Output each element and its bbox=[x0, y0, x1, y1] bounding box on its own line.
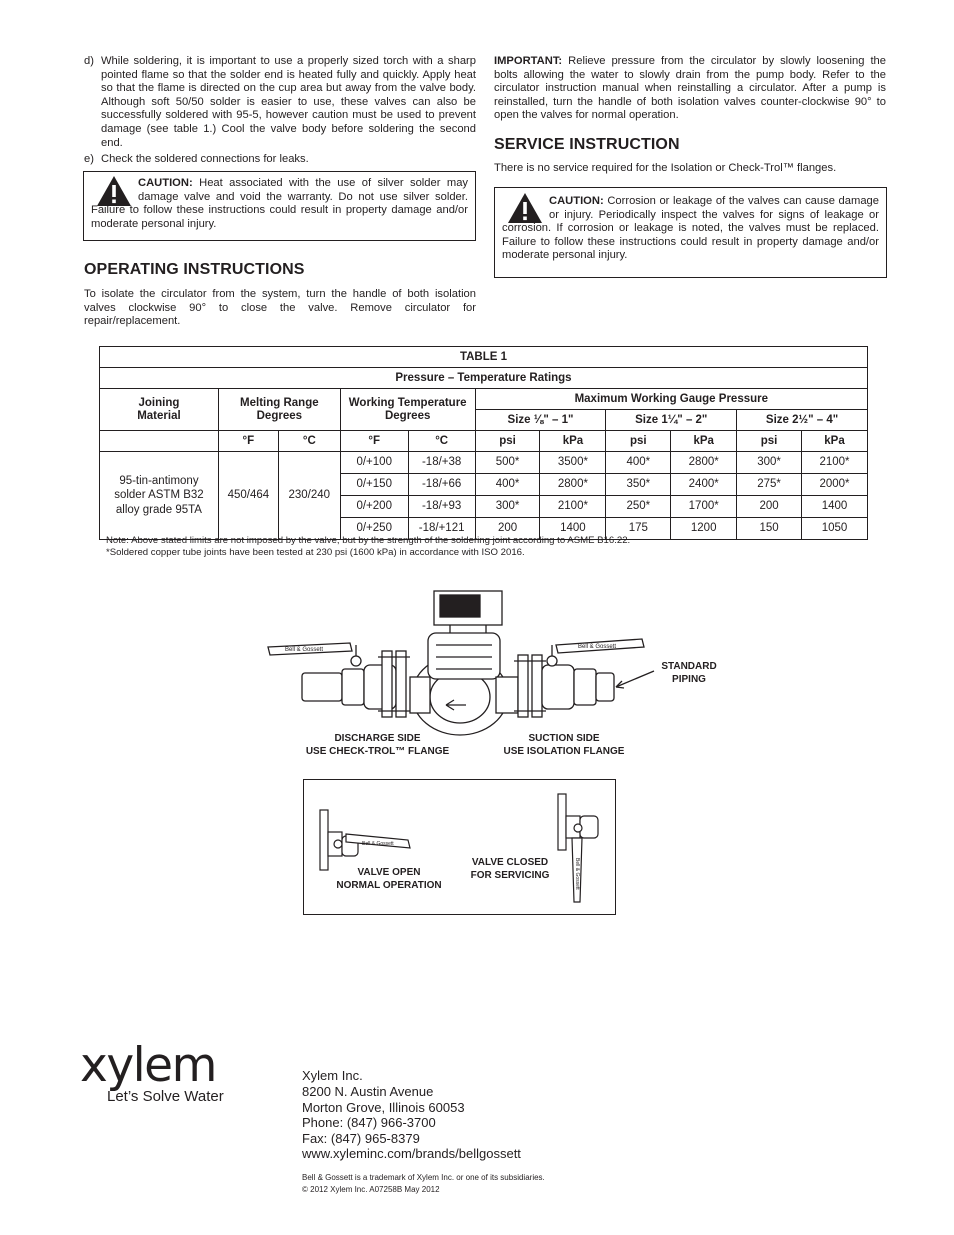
table-title: TABLE 1 bbox=[100, 347, 868, 368]
xylem-logo: xylem bbox=[80, 1038, 216, 1093]
unit-kpa: kPa bbox=[540, 431, 606, 452]
table-subtitle: Pressure – Temperature Ratings bbox=[100, 368, 868, 389]
unit-kpa: kPa bbox=[671, 431, 737, 452]
unit-c: °C bbox=[278, 431, 340, 452]
table-cell: 275* bbox=[737, 474, 802, 496]
unit-psi: psi bbox=[737, 431, 802, 452]
step-d bbox=[84, 55, 476, 151]
valve-open-icon bbox=[312, 802, 422, 872]
table-cell: 1700* bbox=[671, 496, 737, 518]
table-cell: 2100* bbox=[540, 496, 606, 518]
table-cell: 0/+100 bbox=[340, 452, 408, 474]
icon-spacer bbox=[91, 177, 138, 203]
caution-label: CAUTION: bbox=[138, 177, 193, 189]
step-d-text: While soldering, it is important to use a properly sized torch with a sharp pointed flame so that the solder end is heated fully and quickly. Apply heat so that the flame is directed on the cup area but away from the valve body. Although soft 50/50 solder is easier to use, these valves can also be successfully soldered with 95-5, however caution must be used to prevent damage (see table 1.) Cool the valve body before soldering the second end. bbox=[101, 55, 476, 149]
header-max-pressure: Maximum Working Gauge Pressure bbox=[475, 389, 867, 410]
table-cell: 150 bbox=[737, 518, 802, 540]
step-e-label: e) bbox=[84, 153, 94, 165]
table-cell: 0/+200 bbox=[340, 496, 408, 518]
header-working: Working Temperature Degrees bbox=[340, 389, 475, 431]
address-website[interactable]: www.xyleminc.com/brands/bellgossett bbox=[302, 1146, 521, 1161]
table-cell: -18/+66 bbox=[408, 474, 475, 496]
table-row bbox=[100, 452, 868, 474]
header-joining: Joining Material bbox=[100, 389, 219, 431]
table-cell: 350* bbox=[606, 474, 671, 496]
logo-tagline: Let’s Solve Water bbox=[107, 1088, 224, 1105]
suction-flange-text: USE ISOLATION FLANGE bbox=[503, 746, 625, 757]
discharge-side-label bbox=[295, 732, 460, 758]
unit-f: °F bbox=[340, 431, 408, 452]
step-e-text: Check the soldered connections for leaks. bbox=[101, 153, 309, 165]
table-cell: 400* bbox=[475, 474, 540, 496]
valve-open-label bbox=[324, 866, 454, 892]
table-cell: 400* bbox=[606, 452, 671, 474]
svg-text:Bell & Gossett: Bell & Gossett bbox=[285, 647, 324, 653]
discharge-flange-text: USE CHECK-TROL™ FLANGE bbox=[305, 746, 450, 757]
address-phone: Phone: (847) 966-3700 bbox=[302, 1115, 436, 1130]
valve-closed-text: VALVE CLOSED bbox=[471, 857, 549, 868]
unit-psi: psi bbox=[606, 431, 671, 452]
table-cell: 1200 bbox=[671, 518, 737, 540]
suction-side-label bbox=[494, 732, 634, 758]
valve-closed-label bbox=[459, 856, 561, 882]
svg-text:Bell & Gossett: Bell & Gossett bbox=[578, 644, 617, 650]
table-cell: 1400 bbox=[802, 496, 868, 518]
caution-box-corrosion bbox=[494, 187, 887, 278]
standard-piping-label: STANDARD PIPING bbox=[661, 661, 717, 685]
step-e bbox=[84, 153, 476, 167]
caution-box-solder bbox=[83, 171, 476, 241]
step-d-label: d) bbox=[84, 55, 94, 67]
table-cell: 200 bbox=[737, 496, 802, 518]
table-note-1: Note: Above stated limits are not imposed by the valve, but by the strength of the soldering joint according to ASME B16.22. bbox=[106, 535, 631, 546]
header-size-1: Size ⅛" – 1" bbox=[475, 410, 606, 431]
important-label: IMPORTANT: bbox=[494, 55, 563, 67]
unit-kpa: kPa bbox=[802, 431, 868, 452]
operating-text: To isolate the circulator from the system, turn the handle of both isolation valves clockwise 90° to close the valve. Remove circulator for repair/replacement. bbox=[84, 288, 476, 328]
table-cell: 2000* bbox=[802, 474, 868, 496]
table-cell: 3500* bbox=[540, 452, 606, 474]
address-city: Morton Grove, Illinois 60053 bbox=[302, 1100, 465, 1115]
valve-closed-sub-text: FOR SERVICING bbox=[470, 870, 550, 881]
table-cell: 0/+150 bbox=[340, 474, 408, 496]
table-note-2: *Soldered copper tube joints have been tested at 230 psi (1600 kPa) in accordance with ISO 2016. bbox=[106, 547, 525, 558]
caution-label: CAUTION: bbox=[549, 195, 604, 207]
copyright-note: © 2012 Xylem Inc. A07258B May 2012 bbox=[302, 1185, 440, 1194]
header-size-2: Size 1¼" – 2" bbox=[606, 410, 737, 431]
table-cell: 2400* bbox=[671, 474, 737, 496]
table-cell: 0/+250 bbox=[340, 518, 408, 540]
table-cell: 2800* bbox=[671, 452, 737, 474]
operating-heading: OPERATING INSTRUCTIONS bbox=[84, 261, 305, 278]
melt-f-cell: 450/464 bbox=[218, 452, 278, 540]
valve-closed-icon bbox=[552, 792, 612, 907]
unit-blank bbox=[100, 431, 219, 452]
caution-text-corrosion bbox=[502, 195, 879, 263]
address-company: Xylem Inc. bbox=[302, 1068, 363, 1083]
valve-open-text: VALVE OPEN bbox=[357, 867, 421, 878]
table-cell: 300* bbox=[475, 496, 540, 518]
header-size-3: Size 2½" – 4" bbox=[737, 410, 868, 431]
table-cell: 500* bbox=[475, 452, 540, 474]
unit-psi: psi bbox=[475, 431, 540, 452]
table-cell: -18/+121 bbox=[408, 518, 475, 540]
important-paragraph bbox=[494, 55, 886, 123]
table-cell: 2100* bbox=[802, 452, 868, 474]
table-cell: 300* bbox=[737, 452, 802, 474]
table-cell: 250* bbox=[606, 496, 671, 518]
trademark-note: Bell & Gossett is a trademark of Xylem Inc. or one of its subsidiaries. bbox=[302, 1173, 545, 1182]
caution-body: Corrosion or leakage of the valves can cause damage or injury. Periodically inspect the valves for signs of leakage or corrosion. If corrosion or leakage is noted, the valves must be replaced. Failure to follow these instructions could result in property damage and/or moderate personal injury. bbox=[502, 195, 879, 262]
melt-c-cell: 230/240 bbox=[278, 452, 340, 540]
header-melting: Melting Range Degrees bbox=[218, 389, 340, 431]
table-cell: -18/+93 bbox=[408, 496, 475, 518]
table-cell: 2800* bbox=[540, 474, 606, 496]
service-text: There is no service required for the Isolation or Check-Trol™ flanges. bbox=[494, 162, 837, 174]
svg-text:Bell & Gossett: Bell & Gossett bbox=[574, 858, 580, 890]
pressure-temperature-table bbox=[99, 346, 868, 540]
valve-open-sub-text: NORMAL OPERATION bbox=[336, 880, 442, 891]
table-cell: -18/+38 bbox=[408, 452, 475, 474]
material-cell: 95-tin-antimony solder ASTM B32 alloy grade 95TA bbox=[100, 452, 219, 540]
table-cell: 1400 bbox=[540, 518, 606, 540]
caution-body: Heat associated with the use of silver solder may damage valve and void the warranty. Do not use silver solder. Failure to follow these instructions could result in property damage and/or moderate personal injury. bbox=[91, 177, 469, 230]
service-heading: SERVICE INSTRUCTION bbox=[494, 136, 680, 153]
suction-side-text: SUCTION SIDE bbox=[528, 733, 600, 744]
icon-spacer bbox=[502, 195, 549, 221]
table-cell: 175 bbox=[606, 518, 671, 540]
table-cell: 1050 bbox=[802, 518, 868, 540]
svg-text:Bell & Gossett: Bell & Gossett bbox=[362, 841, 394, 847]
caution-text-solder bbox=[91, 177, 468, 231]
unit-f: °F bbox=[218, 431, 278, 452]
valve-position-box bbox=[303, 779, 616, 915]
address-fax: Fax: (847) 965-8379 bbox=[302, 1131, 420, 1146]
address-street: 8200 N. Austin Avenue bbox=[302, 1084, 434, 1099]
unit-c: °C bbox=[408, 431, 475, 452]
discharge-side-text: DISCHARGE SIDE bbox=[334, 733, 421, 744]
important-text: Relieve pressure from the circulator by slowly loosening the bolts allowing the water to slowly drain from the pump body. Refer to the circulator instruction manual when reinstalling a circulator. After a pump is reinstalled, turn the handle of both isolation valves counter-clockwise 90° to open the valves for normal operation. bbox=[494, 55, 886, 122]
table-cell: 200 bbox=[475, 518, 540, 540]
